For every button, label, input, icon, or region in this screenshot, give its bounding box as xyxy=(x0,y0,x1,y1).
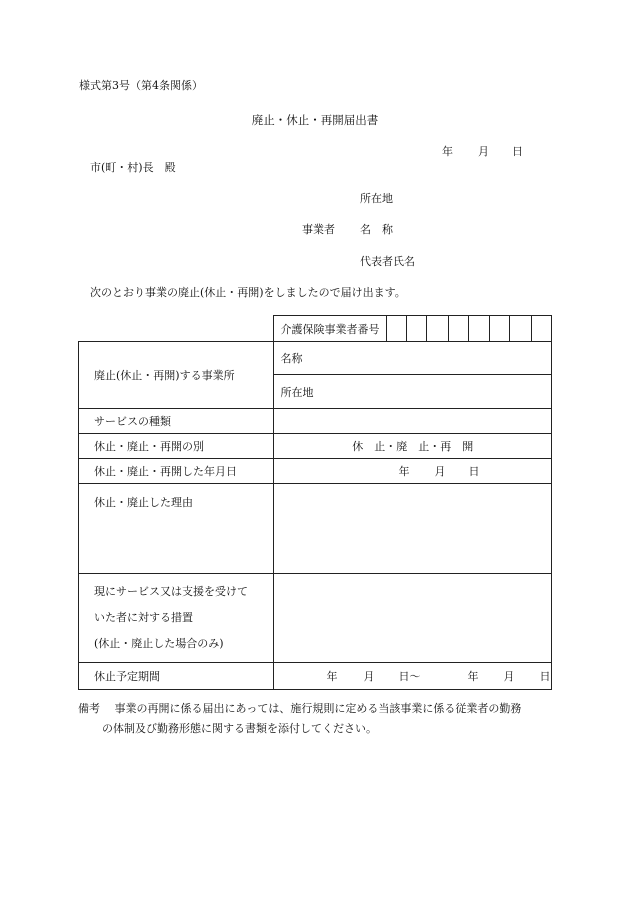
provider-number-digit[interactable] xyxy=(386,316,406,342)
remarks-line2: の体制及び勤務形態に関する書類を添付してください。 xyxy=(102,722,377,735)
date-month-label: 月 xyxy=(478,145,489,158)
period-row xyxy=(79,663,552,690)
provider-number-digit[interactable] xyxy=(448,316,468,342)
measures-field[interactable] xyxy=(274,574,552,663)
provider-number-digit[interactable] xyxy=(427,316,448,342)
provider-number-digit[interactable] xyxy=(510,316,531,342)
date-day-label: 日 xyxy=(512,145,523,158)
date-field[interactable] xyxy=(274,459,552,484)
provider-number-row xyxy=(79,316,552,342)
measures-label xyxy=(79,574,274,663)
period-field[interactable] xyxy=(274,663,552,690)
applicant-representative-label: 代表者氏名 xyxy=(360,255,415,268)
reason-field[interactable] xyxy=(274,484,552,574)
period-to-month: 月 xyxy=(503,670,515,683)
period-from-day: 日〜 xyxy=(398,670,421,683)
date-month: 月 xyxy=(434,465,446,478)
provider-number-digit[interactable] xyxy=(407,316,427,342)
provider-number-digit[interactable] xyxy=(468,316,489,342)
measures-row xyxy=(79,574,552,663)
period-from-month: 月 xyxy=(363,670,375,683)
period-from-year: 年 xyxy=(326,670,338,683)
facility-address-field[interactable] xyxy=(274,375,552,409)
service-type-field[interactable] xyxy=(274,409,552,434)
applicant-business-label: 事業者 xyxy=(302,223,335,236)
reason-row xyxy=(79,484,552,574)
service-type-label: サービスの種類 xyxy=(79,409,274,434)
category-options[interactable]: 休 止・廃 止・再 開 xyxy=(274,434,552,459)
period-to-day: 日 xyxy=(539,670,551,683)
remarks-label: 備考 xyxy=(78,702,100,715)
facility-name-row xyxy=(79,342,552,375)
intro-text: 次のとおり事業の廃止(休止・再開)をしましたので届け出ます。 xyxy=(90,286,406,299)
provider-number-label: 介護保険事業者番号 xyxy=(274,316,386,342)
period-to-year: 年 xyxy=(467,670,479,683)
facility-address-label: 所在地 xyxy=(280,385,314,399)
category-row xyxy=(79,434,552,459)
measures-label-line3: (休止・廃止した場合のみ) xyxy=(94,637,224,650)
notification-form-table xyxy=(78,315,552,690)
form-number: 様式第3号（第4条関係） xyxy=(79,79,203,92)
date-year-label: 年 xyxy=(442,145,453,158)
document-title: 廃止・休止・再開届出書 xyxy=(251,113,379,127)
date-row xyxy=(79,459,552,484)
remarks-line1 xyxy=(78,699,558,719)
date-label: 休止・廃止・再開した年月日 xyxy=(79,459,274,484)
service-type-row xyxy=(79,409,552,434)
facility-name-field[interactable] xyxy=(274,342,552,375)
facility-label: 廃止(休止・再開)する事業所 xyxy=(79,342,274,409)
date-day: 日 xyxy=(468,465,480,478)
category-label: 休止・廃止・再開の別 xyxy=(79,434,274,459)
provider-number-digit[interactable] xyxy=(490,316,510,342)
applicant-address-label: 所在地 xyxy=(360,192,393,205)
period-label: 休止予定期間 xyxy=(79,663,274,690)
date-year: 年 xyxy=(398,465,410,478)
facility-name-label: 名称 xyxy=(280,352,303,365)
remarks-text-1: 事業の再開に係る届出にあっては、施行規則に定める当該事業に係る従業者の勤務 xyxy=(114,702,522,715)
provider-number-digit[interactable] xyxy=(531,316,551,342)
blank-cell xyxy=(79,316,274,342)
applicant-name-label: 名 称 xyxy=(360,223,393,236)
remarks xyxy=(78,699,558,739)
measures-label-line2: いた者に対する措置 xyxy=(94,611,193,624)
measures-label-line1: 現にサービス又は支援を受けて xyxy=(94,585,248,598)
addressee: 市(町・村)長 殿 xyxy=(90,161,176,174)
reason-label: 休止・廃止した理由 xyxy=(79,484,274,574)
